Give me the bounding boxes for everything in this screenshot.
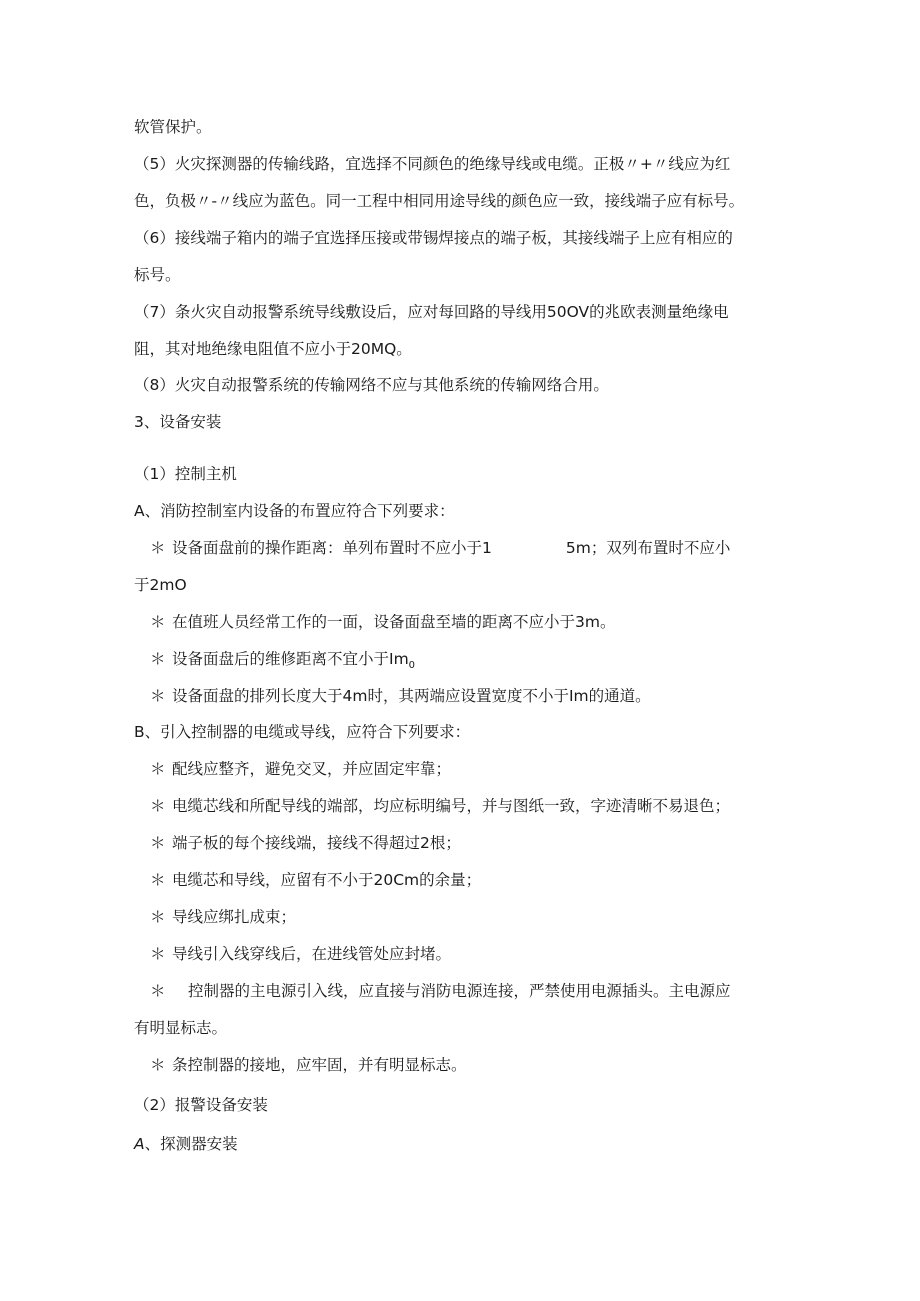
list-heading: A、消防控制室内设备的布置应符合下列要求： bbox=[134, 502, 455, 520]
bullet-icon: ＊ bbox=[150, 1056, 166, 1074]
section-heading: 3、设备安装 bbox=[134, 413, 222, 431]
list-item-text: 导线引入线穿线后，在进线管处应封堵。 bbox=[172, 945, 452, 963]
list-item-text: 在值班人员经常工作的一面，设备面盘至墙的距离不应小于3m。 bbox=[172, 613, 616, 631]
paragraph-line: 于2mO bbox=[134, 576, 187, 594]
list-item bbox=[150, 611, 615, 633]
list-letter: A bbox=[134, 1135, 145, 1153]
list-item-text: 设备面盘的排列长度大于4m时，其两端应设置宽度不小于Im的通道。 bbox=[172, 687, 651, 705]
bullet-icon: ＊ bbox=[150, 834, 166, 852]
bullet-icon: ＊ bbox=[150, 539, 166, 557]
list-item bbox=[150, 943, 451, 965]
paragraph-line: （5）火灾探测器的传输线路，宜选择不同颜色的绝缘导线或电缆。正极〃+〃线应为红 bbox=[134, 155, 731, 173]
bullet-icon: ＊ bbox=[150, 687, 166, 705]
subsection-heading: （1）控制主机 bbox=[134, 465, 237, 483]
paragraph-line: （8）火灾自动报警系统的传输网络不应与其他系统的传输网络合用。 bbox=[134, 376, 609, 394]
list-item-text: 设备面盘前的操作距离：单列布置时不应小于1 bbox=[172, 539, 492, 557]
list-item bbox=[150, 795, 730, 817]
bullet-icon: ＊ bbox=[150, 871, 166, 889]
list-item-text: 电缆芯和导线，应留有不小于20Cm的余量； bbox=[172, 871, 482, 889]
list-item bbox=[150, 832, 461, 854]
list-item-text: 设备面盘后的维修距离不宜小于Im bbox=[172, 650, 409, 668]
list-item bbox=[150, 648, 415, 677]
list-item bbox=[150, 758, 451, 780]
bullet-icon: ＊ bbox=[150, 760, 166, 778]
list-item bbox=[150, 869, 481, 891]
paragraph-line: （7）条火灾自动报警系统导线敷设后，应对每回路的导线用50OV的兆欧表测量绝缘电 bbox=[134, 303, 729, 321]
bullet-icon: ＊ bbox=[150, 945, 166, 963]
list-item-text: 导线应绑扎成束； bbox=[172, 908, 297, 926]
bullet-icon: ＊ bbox=[150, 982, 166, 1000]
list-item-text: 端子板的每个接线端，接线不得超过2根； bbox=[172, 834, 461, 852]
paragraph-line: 阻，其对地绝缘电阻值不应小于20MQ。 bbox=[134, 340, 412, 358]
list-item-text: 配线应整齐，避免交叉，并应固定牢靠； bbox=[172, 760, 452, 778]
paragraph-line: （6）接线端子箱内的端子宜选择压接或带锡焊接点的端子板，其接线端子上应有相应的 bbox=[134, 229, 733, 247]
subsection-heading: （2）报警设备安装 bbox=[134, 1096, 268, 1114]
subscript: 0 bbox=[408, 660, 416, 672]
list-item bbox=[150, 1054, 467, 1076]
list-item-text: 5m；双列布置时不应小 bbox=[565, 539, 731, 557]
paragraph-line: 有明显标志。 bbox=[134, 1019, 228, 1037]
list-item bbox=[150, 537, 730, 559]
list-item bbox=[150, 906, 296, 928]
list-item bbox=[150, 980, 731, 1002]
list-item-text: 控制器的主电源引入线，应直接与消防电源连接，严禁使用电源插头。主电源应 bbox=[188, 982, 731, 1000]
list-heading: B、引入控制器的电缆或导线，应符合下列要求： bbox=[134, 723, 471, 741]
list-item-text: 电缆芯线和所配导线的端部，均应标明编号，并与图纸一致，字迹清晰不易退色； bbox=[172, 797, 731, 815]
bullet-icon: ＊ bbox=[150, 908, 166, 926]
paragraph-line: 色，负极〃-〃线应为蓝色。同一工程中相同用途导线的颜色应一致，接线端子应有标号。 bbox=[134, 192, 745, 210]
list-heading-text: 、探测器安装 bbox=[144, 1135, 238, 1153]
list-item bbox=[150, 685, 651, 707]
bullet-icon: ＊ bbox=[150, 613, 166, 631]
list-heading bbox=[134, 1133, 238, 1155]
paragraph-line: 软管保护。 bbox=[134, 118, 212, 136]
bullet-icon: ＊ bbox=[150, 650, 166, 668]
bullet-icon: ＊ bbox=[150, 797, 166, 815]
list-item-text: 条控制器的接地，应牢固，并有明显标志。 bbox=[172, 1056, 467, 1074]
paragraph-line: 标号。 bbox=[134, 266, 181, 284]
